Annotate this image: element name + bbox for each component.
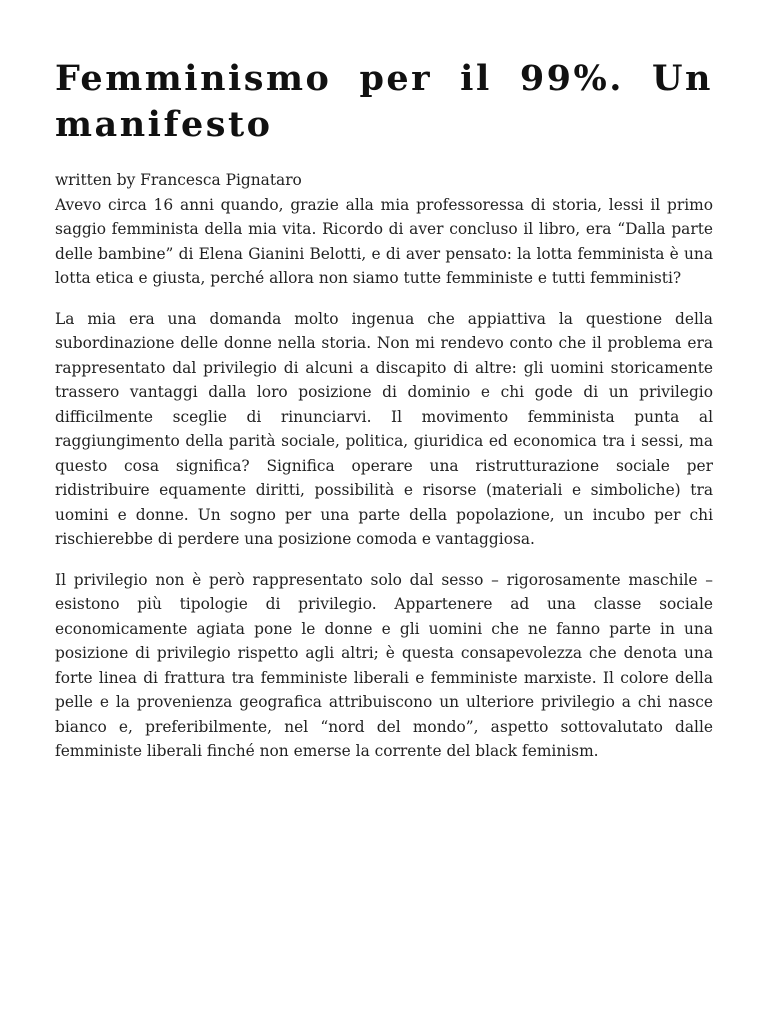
article-title: Femminismo per il 99%. Un manifesto <box>55 58 713 145</box>
article-paragraph: Il privilegio non è però rappresentato solo dal sesso – rigorosamente maschile – esistono più tipologie di privilegio. Appartenere ad una classe sociale economicamente agiata pone le donne e gli uomini che ne fanno parte in una posizione di privilegio rispetto agli altri; è questa consapevolezza che denota una forte linea di frattura tra femministe liberali e femministe marxiste. Il colore della pelle e la provenienza geografica attribuiscono un ulteriore privilegio a chi nasce bianco e, preferibilmente, nel “nord del mondo”, aspetto sottovalutato dalle femministe liberali finché non emerse la corrente del black feminism. <box>55 570 713 760</box>
article <box>55 56 713 780</box>
article-paragraph: Avevo circa 16 anni quando, grazie alla mia professoressa di storia, lessi il primo saggio femminista della mia vita. Ricordo di aver concluso il libro, era “Dalla parte delle bambine” di Elena Gianini Belotti, e di aver pensato: la lotta femminista è una lotta etica e giusta, perché allora non siamo tutte femministe e tutti femministi? <box>55 195 713 287</box>
article-byline: written by Francesca Pignataro <box>55 171 302 189</box>
article-paragraph: La mia era una domanda molto ingenua che appiattiva la questione della subordinazione delle donne nella storia. Non mi rendevo conto che il problema era rappresentato dal privilegio di alcuni a discapito di altre: gli uomini storicamente trassero vantaggi dalla loro posizione di dominio e chi gode di un privilegio difficilmente sceglie di rinunciarvi. Il movimento femminista punta al raggiungimento della parità sociale, politica, giuridica ed economica tra i sessi, ma questo cosa significa? Significa operare una ristrutturazione sociale per ridistribuire equamente diritti, possibilità e risorse (materiali e simboliche) tra uomini e donne. Un sogno per una parte della popolazione, un incubo per chi rischierebbe di perdere una posizione comoda e vantaggiosa. <box>55 309 713 548</box>
